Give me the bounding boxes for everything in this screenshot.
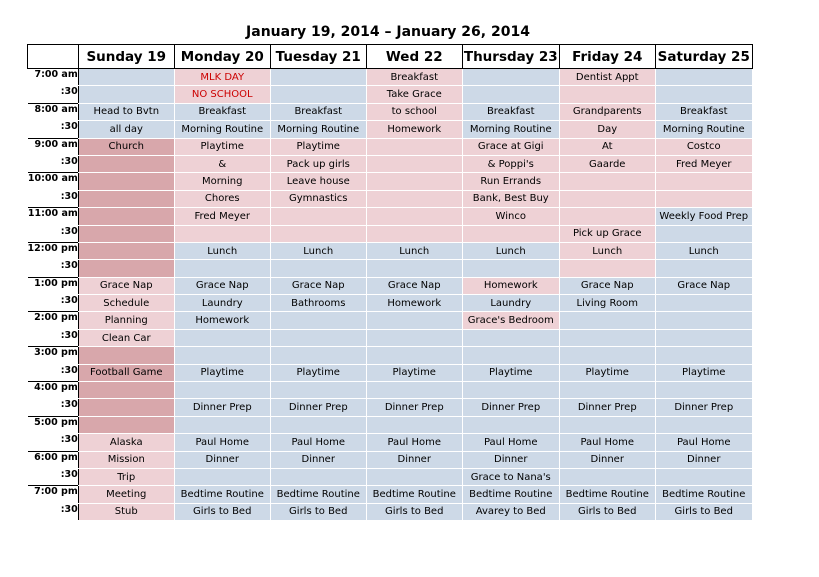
schedule-cell: & Poppi's <box>462 155 559 172</box>
schedule-cell <box>78 242 174 259</box>
schedule-cell: Morning Routine <box>655 121 752 138</box>
time-label: 2:00 pm <box>28 312 79 329</box>
time-label: 11:00 am <box>28 208 79 225</box>
schedule-cell <box>174 468 270 485</box>
time-slot-row <box>28 155 753 172</box>
schedule-cell <box>462 329 559 346</box>
schedule-cell: Homework <box>366 121 462 138</box>
schedule-cell: Grace's Bedroom <box>462 312 559 329</box>
schedule-cell <box>559 468 655 485</box>
schedule-cell: Lunch <box>559 242 655 259</box>
schedule-cell: Morning Routine <box>270 121 366 138</box>
time-label: :30 <box>28 225 79 242</box>
schedule-cell <box>366 382 462 399</box>
schedule-cell <box>270 468 366 485</box>
day-header: Sunday 19 <box>78 45 174 69</box>
schedule-cell: Bedtime Routine <box>655 486 752 503</box>
schedule-cell <box>270 86 366 103</box>
schedule-cell <box>462 382 559 399</box>
schedule-cell <box>559 260 655 277</box>
schedule-cell: Grandparents <box>559 103 655 120</box>
schedule-cell <box>366 347 462 364</box>
schedule-cell: Bank, Best Buy <box>462 190 559 207</box>
schedule-cell <box>78 399 174 416</box>
schedule-cell: Stub <box>78 503 174 520</box>
time-label: 12:00 pm <box>28 242 79 259</box>
day-header: Saturday 25 <box>655 45 752 69</box>
time-label: :30 <box>28 434 79 451</box>
time-slot-row <box>28 364 753 381</box>
schedule-cell: Bedtime Routine <box>366 486 462 503</box>
time-slot-row <box>28 86 753 103</box>
schedule-cell <box>174 329 270 346</box>
schedule-cell: NO SCHOOL <box>174 86 270 103</box>
schedule-cell: Girls to Bed <box>270 503 366 520</box>
schedule-cell: Dinner <box>462 451 559 468</box>
schedule-cell <box>78 155 174 172</box>
schedule-cell: Laundry <box>174 295 270 312</box>
time-slot-row <box>28 486 753 503</box>
schedule-cell <box>174 347 270 364</box>
schedule-cell: Bedtime Routine <box>270 486 366 503</box>
time-slot-row <box>28 399 753 416</box>
schedule-cell: Leave house <box>270 173 366 190</box>
schedule-cell <box>655 225 752 242</box>
schedule-cell: Grace Nap <box>270 277 366 294</box>
time-slot-row <box>28 468 753 485</box>
schedule-cell: Paul Home <box>655 434 752 451</box>
schedule-cell: Bedtime Routine <box>462 486 559 503</box>
schedule-cell: Paul Home <box>559 434 655 451</box>
time-label: :30 <box>28 329 79 346</box>
schedule-cell <box>270 382 366 399</box>
schedule-cell <box>655 347 752 364</box>
weekly-schedule-table <box>27 44 753 521</box>
time-label: 5:00 pm <box>28 416 79 433</box>
schedule-cell <box>366 190 462 207</box>
schedule-cell: Dinner <box>559 451 655 468</box>
time-label: :30 <box>28 503 79 520</box>
time-slot-row <box>28 416 753 433</box>
schedule-cell: Dinner <box>174 451 270 468</box>
schedule-cell <box>559 86 655 103</box>
schedule-cell: Lunch <box>174 242 270 259</box>
schedule-cell: Girls to Bed <box>655 503 752 520</box>
schedule-cell: Gaarde <box>559 155 655 172</box>
schedule-cell: Costco <box>655 138 752 155</box>
schedule-cell <box>270 208 366 225</box>
schedule-cell: Bedtime Routine <box>174 486 270 503</box>
schedule-cell: Church <box>78 138 174 155</box>
schedule-cell <box>559 190 655 207</box>
schedule-cell: Take Grace <box>366 86 462 103</box>
time-slot-row <box>28 503 753 520</box>
schedule-cell <box>270 260 366 277</box>
schedule-cell <box>78 382 174 399</box>
schedule-cell <box>462 225 559 242</box>
schedule-cell: Lunch <box>462 242 559 259</box>
schedule-cell <box>366 225 462 242</box>
schedule-cell <box>655 295 752 312</box>
schedule-cell: Clean Car <box>78 329 174 346</box>
schedule-cell: Breakfast <box>270 103 366 120</box>
time-label: :30 <box>28 121 79 138</box>
time-slot-row <box>28 312 753 329</box>
schedule-cell: Laundry <box>462 295 559 312</box>
schedule-cell <box>366 468 462 485</box>
schedule-cell: & <box>174 155 270 172</box>
schedule-cell: Fred Meyer <box>655 155 752 172</box>
schedule-cell: Weekly Food Prep <box>655 208 752 225</box>
time-label: :30 <box>28 399 79 416</box>
schedule-cell <box>559 312 655 329</box>
schedule-cell <box>78 173 174 190</box>
schedule-cell: Paul Home <box>174 434 270 451</box>
schedule-cell: all day <box>78 121 174 138</box>
schedule-cell: Fred Meyer <box>174 208 270 225</box>
time-label: 7:00 am <box>28 69 79 86</box>
time-label: 9:00 am <box>28 138 79 155</box>
schedule-cell: At <box>559 138 655 155</box>
schedule-cell: Dinner Prep <box>462 399 559 416</box>
schedule-cell: Girls to Bed <box>366 503 462 520</box>
schedule-cell <box>462 86 559 103</box>
schedule-cell <box>174 260 270 277</box>
schedule-cell <box>78 190 174 207</box>
schedule-cell: Dinner <box>366 451 462 468</box>
schedule-cell: Grace Nap <box>559 277 655 294</box>
schedule-cell <box>174 416 270 433</box>
schedule-cell: Paul Home <box>366 434 462 451</box>
time-label: :30 <box>28 364 79 381</box>
time-slot-row <box>28 69 753 86</box>
schedule-cell: to school <box>366 103 462 120</box>
schedule-title: January 19, 2014 – January 26, 2014 <box>246 24 530 40</box>
schedule-cell <box>366 173 462 190</box>
time-slot-row <box>28 190 753 207</box>
schedule-cell <box>559 347 655 364</box>
time-label: :30 <box>28 260 79 277</box>
schedule-cell: Morning Routine <box>174 121 270 138</box>
time-label: 10:00 am <box>28 173 79 190</box>
time-label: :30 <box>28 295 79 312</box>
schedule-cell: Breakfast <box>462 103 559 120</box>
schedule-cell: Girls to Bed <box>559 503 655 520</box>
time-slot-row <box>28 138 753 155</box>
time-slot-row <box>28 277 753 294</box>
schedule-cell <box>462 69 559 86</box>
schedule-cell: Dinner <box>270 451 366 468</box>
schedule-cell: Meeting <box>78 486 174 503</box>
corner-cell <box>28 45 79 69</box>
schedule-cell: Grace Nap <box>78 277 174 294</box>
day-header: Friday 24 <box>559 45 655 69</box>
schedule-cell <box>78 260 174 277</box>
schedule-cell <box>78 208 174 225</box>
schedule-cell <box>366 138 462 155</box>
schedule-cell: Morning <box>174 173 270 190</box>
schedule-cell <box>655 382 752 399</box>
schedule-cell: Dinner <box>655 451 752 468</box>
schedule-cell <box>655 260 752 277</box>
schedule-cell: Trip <box>78 468 174 485</box>
schedule-cell <box>462 260 559 277</box>
schedule-cell: Bedtime Routine <box>559 486 655 503</box>
time-slot-row <box>28 434 753 451</box>
schedule-cell: Dentist Appt <box>559 69 655 86</box>
schedule-cell: Playtime <box>174 138 270 155</box>
schedule-body <box>28 69 753 521</box>
schedule-cell: Homework <box>462 277 559 294</box>
schedule-cell: MLK DAY <box>174 69 270 86</box>
schedule-cell <box>655 468 752 485</box>
day-header: Wed 22 <box>366 45 462 69</box>
time-slot-row <box>28 329 753 346</box>
schedule-cell: Head to Bvtn <box>78 103 174 120</box>
time-slot-row <box>28 173 753 190</box>
schedule-cell: Winco <box>462 208 559 225</box>
day-header: Thursday 23 <box>462 45 559 69</box>
schedule-cell: Morning Routine <box>462 121 559 138</box>
schedule-cell: Playtime <box>462 364 559 381</box>
schedule-cell <box>78 86 174 103</box>
schedule-cell: Homework <box>174 312 270 329</box>
schedule-cell: Chores <box>174 190 270 207</box>
schedule-cell <box>655 69 752 86</box>
schedule-cell: Gymnastics <box>270 190 366 207</box>
schedule-cell: Lunch <box>655 242 752 259</box>
schedule-cell <box>462 347 559 364</box>
time-label: :30 <box>28 190 79 207</box>
schedule-cell: Playtime <box>270 364 366 381</box>
schedule-cell <box>270 416 366 433</box>
schedule-cell <box>78 225 174 242</box>
schedule-cell: Paul Home <box>270 434 366 451</box>
schedule-cell: Paul Home <box>462 434 559 451</box>
schedule-cell <box>655 190 752 207</box>
schedule-cell <box>366 329 462 346</box>
schedule-cell: Day <box>559 121 655 138</box>
schedule-cell: Dinner Prep <box>559 399 655 416</box>
schedule-cell: Playtime <box>270 138 366 155</box>
time-slot-row <box>28 260 753 277</box>
schedule-cell: Lunch <box>270 242 366 259</box>
day-header: Monday 20 <box>174 45 270 69</box>
schedule-cell: Pack up girls <box>270 155 366 172</box>
schedule-cell: Grace Nap <box>366 277 462 294</box>
schedule-cell <box>559 416 655 433</box>
schedule-cell: Schedule <box>78 295 174 312</box>
schedule-cell <box>462 416 559 433</box>
schedule-cell: Homework <box>366 295 462 312</box>
schedule-cell <box>559 173 655 190</box>
schedule-cell <box>655 173 752 190</box>
schedule-cell: Avarey to Bed <box>462 503 559 520</box>
time-label: 3:00 pm <box>28 347 79 364</box>
time-slot-row <box>28 451 753 468</box>
schedule-cell: Pick up Grace <box>559 225 655 242</box>
schedule-cell: Grace at Gigi <box>462 138 559 155</box>
schedule-cell: Grace Nap <box>174 277 270 294</box>
time-slot-row <box>28 208 753 225</box>
schedule-cell <box>78 347 174 364</box>
schedule-cell: Playtime <box>559 364 655 381</box>
schedule-cell: Football Game <box>78 364 174 381</box>
schedule-cell <box>270 347 366 364</box>
time-label: :30 <box>28 86 79 103</box>
time-slot-row <box>28 295 753 312</box>
schedule-cell <box>655 329 752 346</box>
schedule-cell <box>270 312 366 329</box>
schedule-cell <box>559 208 655 225</box>
time-label: :30 <box>28 155 79 172</box>
time-label: 1:00 pm <box>28 277 79 294</box>
schedule-cell <box>366 416 462 433</box>
schedule-cell: Mission <box>78 451 174 468</box>
time-slot-row <box>28 225 753 242</box>
schedule-cell: Lunch <box>366 242 462 259</box>
schedule-cell: Girls to Bed <box>174 503 270 520</box>
time-slot-row <box>28 242 753 259</box>
schedule-cell <box>270 329 366 346</box>
schedule-cell <box>559 329 655 346</box>
schedule-cell <box>559 382 655 399</box>
schedule-cell: Living Room <box>559 295 655 312</box>
schedule-cell: Playtime <box>174 364 270 381</box>
schedule-cell <box>366 155 462 172</box>
time-slot-row <box>28 347 753 364</box>
schedule-cell: Breakfast <box>366 69 462 86</box>
schedule-cell <box>174 382 270 399</box>
schedule-cell: Playtime <box>655 364 752 381</box>
schedule-cell <box>655 86 752 103</box>
schedule-cell: Breakfast <box>655 103 752 120</box>
schedule-cell: Dinner Prep <box>270 399 366 416</box>
day-header-row <box>28 45 753 69</box>
schedule-cell <box>270 225 366 242</box>
schedule-cell: Bathrooms <box>270 295 366 312</box>
time-slot-row <box>28 103 753 120</box>
day-header: Tuesday 21 <box>270 45 366 69</box>
time-slot-row <box>28 121 753 138</box>
schedule-cell: Dinner Prep <box>366 399 462 416</box>
time-slot-row <box>28 382 753 399</box>
schedule-cell <box>655 416 752 433</box>
schedule-cell <box>366 260 462 277</box>
time-label: 8:00 am <box>28 103 79 120</box>
schedule-cell <box>270 69 366 86</box>
schedule-cell: Alaska <box>78 434 174 451</box>
schedule-cell: Grace to Nana's <box>462 468 559 485</box>
schedule-cell <box>655 312 752 329</box>
time-label: 4:00 pm <box>28 382 79 399</box>
schedule-cell: Dinner Prep <box>174 399 270 416</box>
time-label: 6:00 pm <box>28 451 79 468</box>
time-label: :30 <box>28 468 79 485</box>
schedule-cell <box>366 208 462 225</box>
schedule-cell: Dinner Prep <box>655 399 752 416</box>
schedule-cell: Grace Nap <box>655 277 752 294</box>
schedule-cell <box>366 312 462 329</box>
schedule-cell: Breakfast <box>174 103 270 120</box>
time-label: 7:00 pm <box>28 486 79 503</box>
schedule-cell: Run Errands <box>462 173 559 190</box>
schedule-cell: Playtime <box>366 364 462 381</box>
schedule-cell <box>78 69 174 86</box>
schedule-cell <box>78 416 174 433</box>
schedule-cell: Planning <box>78 312 174 329</box>
schedule-cell <box>174 225 270 242</box>
